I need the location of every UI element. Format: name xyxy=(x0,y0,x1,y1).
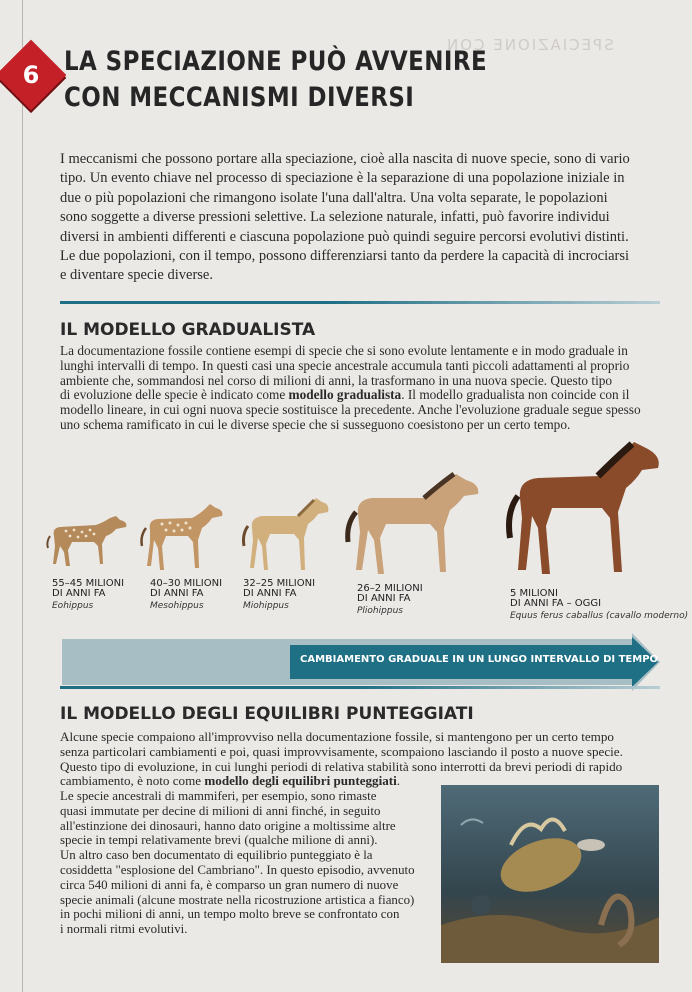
date-line: 40–30 MILIONI xyxy=(150,578,223,589)
section-number: 6 xyxy=(22,61,40,89)
miohippus-name: Miohippus xyxy=(243,601,289,611)
eohippus-illustration xyxy=(44,514,132,572)
page-title xyxy=(64,44,488,116)
date-line: DI ANNI FA xyxy=(357,593,411,604)
mesohippus-date xyxy=(150,579,222,599)
date-line: DI ANNI FA – OGGI xyxy=(510,598,602,609)
punctuated-line: Alcune specie compaiono all'improvviso nella documentazione fossile, si mantengono per un certo tempo xyxy=(60,729,614,744)
title-line-2: CON MECCANISMI DIVERSI xyxy=(64,82,415,113)
gradual-line: ambiente che, sommandosi nel corso di milioni di anni, la trasformano in una nuova specie. Questo tipo xyxy=(60,372,613,388)
section-divider xyxy=(60,301,660,304)
date-line: DI ANNI FA xyxy=(243,588,297,599)
mesohippus-illustration xyxy=(136,500,228,574)
miohippus-illustration xyxy=(238,494,334,574)
intro-line: tipo. Un evento chiave nel processo di speciazione è la separazione di una popolazione iniziale in xyxy=(60,170,625,187)
equus-date xyxy=(510,589,601,609)
punctuated-line: Questo tipo di evoluzione, in cui lunghi periodi di relativa stabilità sono interrotti da brevi periodi di rapido xyxy=(60,758,623,774)
narrow-line: i normali ritmi evolutivi. xyxy=(60,922,188,937)
equus-illustration xyxy=(500,438,664,580)
text-run: cambiamento, è noto come xyxy=(60,773,205,789)
narrow-line: circa 540 milioni di anni fa, è comparso un gran numero di nuove xyxy=(60,877,399,892)
miohippus-date xyxy=(243,579,315,599)
pliohippus-date xyxy=(357,584,423,604)
bold-term: modello gradualista xyxy=(288,387,402,403)
title-line-1: LA SPECIAZIONE PUÒ AVVENIRE xyxy=(64,46,488,77)
eohippus-date xyxy=(52,579,124,599)
punctuated-line: senza particolari cambiamenti e poi, quasi improvvisamente, scompaiono lasciando il posto a nuove specie. xyxy=(60,743,623,759)
narrow-line: quasi immutate per decine di milioni di anni finché, in seguito xyxy=(60,803,381,818)
bleed-through-text: SPECIAZIONE CON xyxy=(445,36,614,54)
gradual-line: La documentazione fossile contiene esempi di specie che si sono evolute lentamente e in modo graduale in xyxy=(60,343,628,358)
equus-name: Equus ferus caballus (cavallo moderno) xyxy=(510,611,689,621)
cambrian-illustration xyxy=(441,785,659,963)
date-line: 5 MILIONI xyxy=(510,588,558,599)
text-run: di evoluzione delle specie è indicato come xyxy=(60,387,289,403)
text-run: . Il modello gradualista non coincide con il xyxy=(401,387,630,403)
section-divider xyxy=(60,686,660,689)
gradual-line: lunghi intervalli di tempo. In questi casi una specie ancestrale accumula tanti piccoli adattamenti al proprio xyxy=(60,357,630,373)
intro-line: e diventare specie diverse. xyxy=(60,267,213,284)
gradual-heading: IL MODELLO GRADUALISTA xyxy=(60,320,316,340)
narrow-line: Le specie ancestrali di mammiferi, per esempio, sono rimaste xyxy=(60,789,377,803)
date-line: 55–45 MILIONI xyxy=(52,578,125,589)
bold-term: modello degli equilibri punteggiati xyxy=(204,773,397,789)
gradual-line: uno schema ramificato in cui le diverse specie che si susseguono coesistono per un certo tempo. xyxy=(60,416,571,432)
narrow-line: specie animali (alcune mostrate nella ricostruzione artistica a fianco) xyxy=(60,892,415,907)
punctuated-heading: IL MODELLO DEGLI EQUILIBRI PUNTEGGIATI xyxy=(60,704,474,724)
intro-line: Le due popolazioni, con il tempo, possono differenziarsi tanto da perdere la capacità di incrociarsi xyxy=(60,248,630,265)
narrow-line: Un altro caso ben documentato di equilibrio punteggiato è la xyxy=(60,848,373,863)
punctuated-paragraph-narrow xyxy=(60,789,436,937)
pliohippus-name: Pliohippus xyxy=(357,606,403,616)
date-line: 32–25 MILIONI xyxy=(243,578,316,589)
arrow-label: CAMBIAMENTO GRADUALE IN UN LUNGO INTERVALLO DI TEMPO xyxy=(300,654,659,665)
narrow-line: cosiddetta "esplosione del Cambriano". In questo episodio, avvenuto xyxy=(60,862,415,877)
narrow-line: in pochi milioni di anni, un tempo molto breve se confrontato con xyxy=(60,907,400,922)
mesohippus-name: Mesohippus xyxy=(150,601,204,611)
intro-line: due o più popolazioni che rimangono isolate l'una dall'altra. Una volta separate, le popolazioni xyxy=(60,189,608,206)
margin-line xyxy=(22,0,23,992)
gradual-line xyxy=(60,388,660,403)
text-run: . xyxy=(396,773,401,789)
pliohippus-illustration xyxy=(340,470,484,578)
gradual-line: modello lineare, in cui ogni nuova specie sostituisce la precedente. Anche l'evoluzione graduale segue spesso xyxy=(60,402,641,418)
date-line: DI ANNI FA xyxy=(52,588,106,599)
eohippus-name: Eohippus xyxy=(52,601,94,611)
intro-line: I meccanismi che possono portare alla speciazione, cioè alla nascita di nuove specie, sono di vario xyxy=(60,151,630,167)
gradual-paragraph xyxy=(60,344,660,433)
intro-line: diversi in ambienti differenti e ciascuna popolazione può quindi seguire percorsi evolutivi distinti. xyxy=(60,228,629,245)
date-line: DI ANNI FA xyxy=(150,588,204,599)
intro-line: sono soggette a diverse pressioni selettive. La selezione naturale, infatti, può favorire individui xyxy=(60,209,610,226)
narrow-line: specie in tempi relativamente brevi (qualche milione di anni). xyxy=(60,833,378,848)
date-line: 26–2 MILIONI xyxy=(357,583,423,594)
punctuated-paragraph xyxy=(60,730,660,789)
intro-paragraph xyxy=(60,150,660,286)
narrow-line: all'estinzione dei dinosauri, hanno dato origine a moltissime altre xyxy=(60,818,396,833)
